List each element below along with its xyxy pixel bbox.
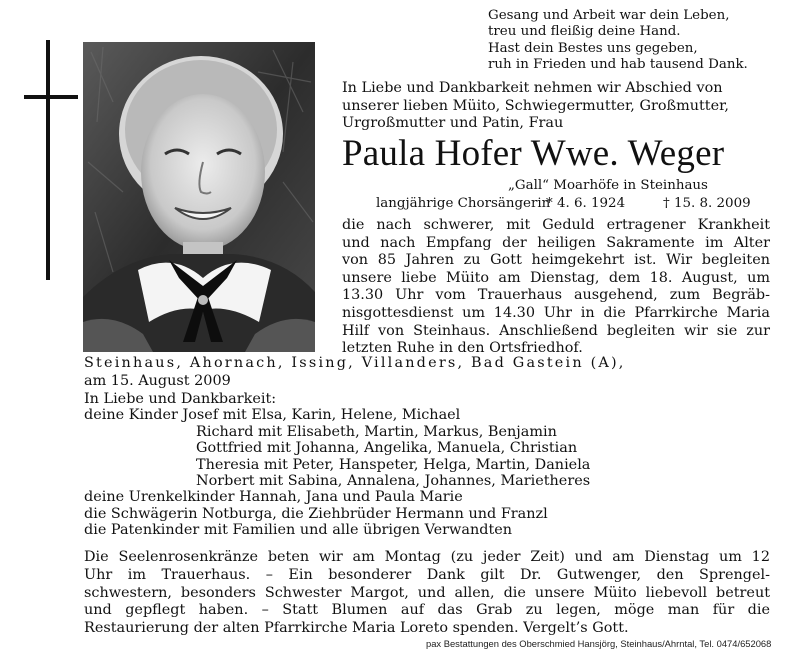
closing-text xyxy=(84,549,770,638)
details-line: die nach schwerer, mit Geduld ertragener Krankheit xyxy=(342,217,770,233)
death-date: † 15. 8. 2009 xyxy=(663,196,751,211)
cross-icon xyxy=(46,40,50,280)
details-line: 13.30 Uhr vom Trauerhaus ausgehend, zum Begräb- xyxy=(342,287,770,304)
details-line: nisgottesdienst um 14.30 Uhr in die Pfarrkirche Maria xyxy=(342,304,770,321)
closing-line: schwestern, besonders Schwester Margot, und allen, die unsere Müito liebevoll betreut xyxy=(84,584,770,601)
mourner-line: deine Kinder Josef mit Elsa, Karin, Helene, Michael xyxy=(84,407,461,424)
intro-line: unserer lieben Müito, Schwiegermutter, Großmutter, xyxy=(342,97,729,114)
undertaker-footer: pax Bestattungen des Oberschmied Hansjörg, Steinhaus/Ahrntal, Tel. 0474/652068 xyxy=(426,638,772,649)
mourner-line: Norbert mit Sabina, Annalena, Johannes, Marietheres xyxy=(196,473,591,490)
portrait-photo xyxy=(83,42,315,352)
intro-line: In Liebe und Dankbarkeit nehmen wir Abschied von xyxy=(342,80,723,96)
mourners-list xyxy=(84,391,590,539)
mourner-line: die Patenkinder mit Familien und alle übrigen Verwandten xyxy=(84,522,513,539)
places-and-date xyxy=(84,355,716,390)
birth-date: * 4. 6. 1924 xyxy=(546,196,626,211)
poem xyxy=(488,8,748,74)
details-line: von 85 Jahren zu Gott heimgekehrt ist. Wir begleiten xyxy=(342,252,770,269)
role-text: langjährige Chorsängerin xyxy=(376,196,551,211)
closing-line: Restaurierung der alten Pfarrkirche Maria Loreto spenden. Vergelt’s Gott. xyxy=(84,620,629,637)
details-line: unsere liebe Müito am Dienstag, dem 18. August, um xyxy=(342,269,770,286)
poem-line: ruh in Frieden und hab tausend Dank. xyxy=(488,57,748,73)
date-line: am 15. August 2009 xyxy=(84,372,231,389)
thanks-heading: In Liebe und Dankbarkeit: xyxy=(84,391,277,407)
farm-name: „Gall“ Moarhöfe in Steinhaus xyxy=(508,178,708,193)
details-line: Hilf von Steinhaus. Anschließend begleiten wir sie zur xyxy=(342,322,770,339)
closing-line: Die Seelenrosenkränze beten wir am Montag (zu jeder Zeit) und am Dienstag um 12 xyxy=(84,549,770,565)
poem-line: Hast dein Bestes uns gegeben, xyxy=(488,40,698,56)
mourner-line: die Schwägerin Notburga, die Ziehbrüder Hermann und Franzl xyxy=(84,505,548,522)
details-line: und nach Empfang der heiligen Sakramente im Alter xyxy=(342,234,770,251)
mourner-line: Gottfried mit Johanna, Angelika, Manuela, Christian xyxy=(196,440,578,457)
cross-icon-bar xyxy=(24,95,78,99)
funeral-details xyxy=(342,217,770,358)
places-line: Steinhaus, Ahornach, Issing, Villanders, Bad Gastein (A), xyxy=(84,355,626,371)
mourner-line: Theresia mit Peter, Hanspeter, Helga, Martin, Daniela xyxy=(196,456,591,473)
closing-line: Uhr im Trauerhaus. – Ein besonderer Dank gilt Dr. Gutwenger, den Sprengel- xyxy=(84,566,770,583)
mourner-line: deine Urenkelkinder Hannah, Jana und Paula Marie xyxy=(84,489,463,506)
intro-text xyxy=(342,80,729,133)
poem-line: treu und fleißig deine Hand. xyxy=(488,24,681,40)
intro-line: Urgroßmutter und Patin, Frau xyxy=(342,115,564,132)
deceased-name: Paula Hofer Wwe. Weger xyxy=(342,133,725,174)
mourner-line: Richard mit Elisabeth, Martin, Markus, Benjamin xyxy=(196,423,557,440)
details-line: letzten Ruhe in den Ortsfriedhof. xyxy=(342,340,583,357)
poem-line: Gesang und Arbeit war dein Leben, xyxy=(488,8,730,23)
closing-line: und gepflegt haben. – Statt Blumen auf das Grab zu legen, möge man für die xyxy=(84,602,770,619)
